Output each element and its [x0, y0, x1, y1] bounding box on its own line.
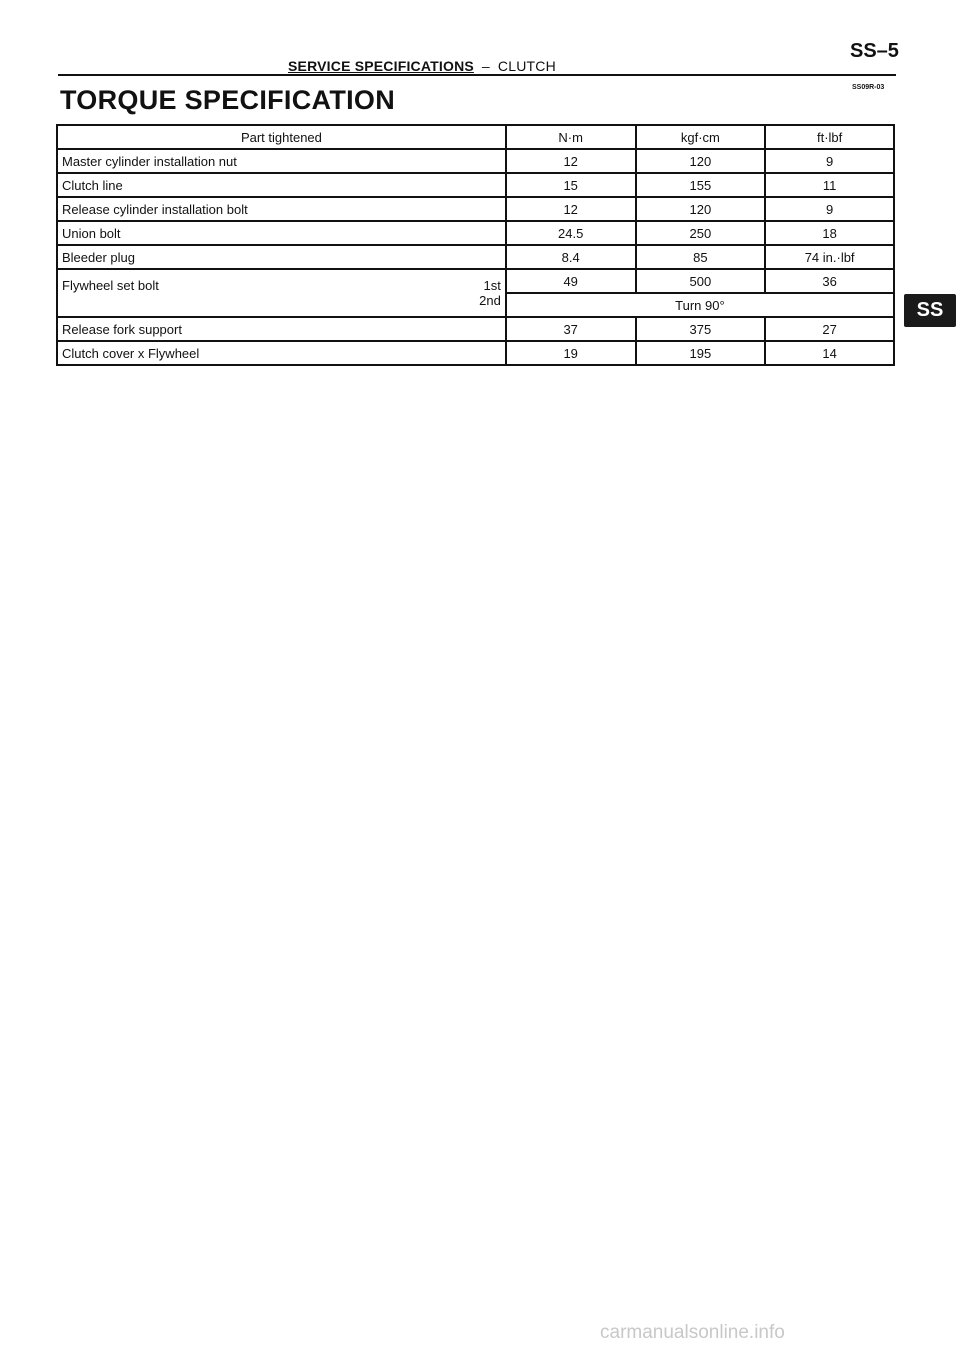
- page-number: SS–5: [850, 40, 899, 62]
- flywheel-step-2nd: 2nd: [479, 293, 501, 308]
- kgfcm-cell: 120: [636, 149, 766, 173]
- nm-cell: 12: [506, 197, 636, 221]
- nm-cell: 37: [506, 317, 636, 341]
- column-header-nm: N·m: [506, 125, 636, 149]
- table-row: [57, 221, 894, 245]
- ftlbf-cell: 11: [765, 173, 894, 197]
- part-cell: Union bolt: [57, 221, 506, 245]
- flywheel-step-1st: 1st: [483, 278, 501, 293]
- nm-cell: 24.5: [506, 221, 636, 245]
- ftlbf-cell: 14: [765, 341, 894, 365]
- kgfcm-cell: 195: [636, 341, 766, 365]
- kgfcm-cell: 155: [636, 173, 766, 197]
- column-header-kgfcm: kgf·cm: [636, 125, 766, 149]
- torque-spec-table: [56, 124, 895, 366]
- ftlbf-cell: 18: [765, 221, 894, 245]
- section-subtitle: CLUTCH: [497, 58, 556, 74]
- flywheel-part-label: Flywheel set bolt: [62, 278, 159, 293]
- table-row: [57, 173, 894, 197]
- flywheel-turn-cell: Turn 90°: [506, 293, 894, 317]
- table-header-row: [57, 125, 894, 149]
- header-divider: [58, 74, 896, 76]
- ftlbf-cell: 9: [765, 149, 894, 173]
- kgfcm-cell: 85: [636, 245, 766, 269]
- kgfcm-cell: 375: [636, 317, 766, 341]
- flywheel-part-cell: [57, 269, 506, 317]
- section-header: [288, 58, 556, 74]
- table-row: [57, 197, 894, 221]
- ftlbf-cell: 27: [765, 317, 894, 341]
- watermark: carmanualsonline.info: [600, 1322, 785, 1343]
- table-row: [57, 149, 894, 173]
- column-header-ftlbf: ft·lbf: [765, 125, 894, 149]
- nm-cell: 19: [506, 341, 636, 365]
- table-row: [57, 245, 894, 269]
- ftlbf-cell: 36: [765, 269, 894, 293]
- part-cell: Master cylinder installation nut: [57, 149, 506, 173]
- part-cell: Clutch line: [57, 173, 506, 197]
- kgfcm-cell: 120: [636, 197, 766, 221]
- nm-cell: 49: [506, 269, 636, 293]
- section-tab-ss: SS: [904, 294, 956, 327]
- nm-cell: 8.4: [506, 245, 636, 269]
- ftlbf-cell: 74 in.·lbf: [765, 245, 894, 269]
- column-header-part: Part tightened: [57, 125, 506, 149]
- ftlbf-cell: 9: [765, 197, 894, 221]
- part-cell: Release fork support: [57, 317, 506, 341]
- table-row: [57, 317, 894, 341]
- part-cell: Clutch cover x Flywheel: [57, 341, 506, 365]
- section-separator: –: [481, 58, 490, 74]
- part-cell: Release cylinder installation bolt: [57, 197, 506, 221]
- kgfcm-cell: 250: [636, 221, 766, 245]
- page-title: TORQUE SPECIFICATION: [60, 85, 396, 115]
- part-cell: Bleeder plug: [57, 245, 506, 269]
- section-title: SERVICE SPECIFICATIONS: [288, 58, 474, 74]
- document-code: SS09R-03: [852, 84, 885, 91]
- kgfcm-cell: 500: [636, 269, 766, 293]
- table-row: [57, 341, 894, 365]
- nm-cell: 15: [506, 173, 636, 197]
- table-row-flywheel-1st: [57, 269, 894, 293]
- nm-cell: 12: [506, 149, 636, 173]
